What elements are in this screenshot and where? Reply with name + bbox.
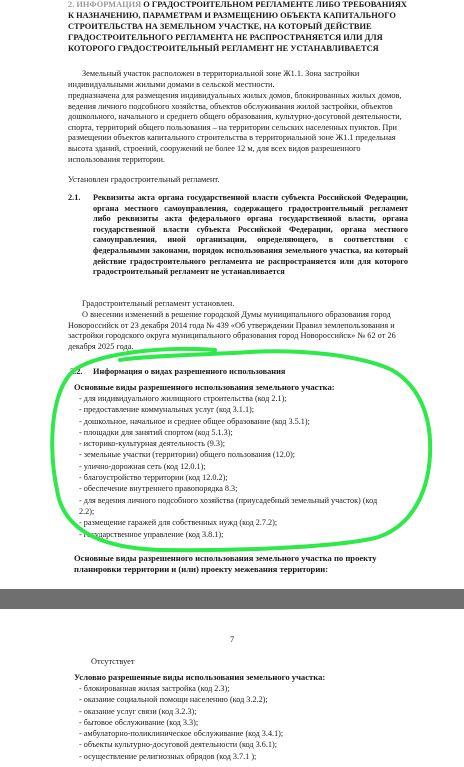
list-item: - оказание услуг связи (код 3.2.3);: [79, 706, 197, 716]
section-heading-text: О ГРАДОСТРОИТЕЛЬНОМ РЕГЛАМЕНТЕ ЛИБО ТРЕБОВАНИЯХ К НАЗНАЧЕНИЮ, ПАРАМЕТРАМ И РАЗМЕЩЕНИЮ ОБЪЕКТА КАПИТАЛЬНОГО СТРОИТЕЛЬСТВА НА ЗЕМЕЛЬНОМ УЧАСТКЕ, НА КОТОРЫЙ ДЕЙСТВИЕ ГРАДОСТРОИТЕЛЬНОГО РЕГЛАМЕНТА НЕ РАСПРОСТРАНЯЕТСЯ ИЛИ ДЛЯ КОТОРОГО ГРАДОСТРОИТЕЛЬНЫЙ РЕГЛАМЕНТ НЕ УСТАНАВЛИВАЕТСЯ: [68, 0, 407, 53]
absent-text: Отсутствует: [91, 657, 135, 666]
list-item: - объекты культурно-досуговой деятельности (код 3.6.1);: [79, 740, 277, 750]
list-item: - предоставление коммунальных услуг (код 3.1.1);: [79, 405, 255, 415]
conditional-uses-list: [79, 683, 404, 762]
list-item: - для ведения личного подсобного хозяйства (приусадебный земельный участок) (код: [79, 495, 378, 505]
zone-paragraph-3: Установлен градостроительный регламент.: [68, 175, 220, 184]
list-item: - историко-культурная деятельность (9.3);: [79, 439, 226, 449]
conditional-uses-title: Условно разрешенные виды использования земельного участка:: [74, 672, 326, 682]
section-heading-prefix: 2. ИНФОРМАЦИЯ: [68, 0, 142, 9]
aux-uses-title: Основные виды разрешенного использования земельного участка по проекту планировки территории и (или) проекту межевания территории:: [74, 553, 377, 574]
list-item: - улично-дорожная сеть (код 12.0.1);: [79, 461, 206, 471]
list-item: - площадки для занятий спортом (код 5.1.3);: [79, 427, 233, 437]
zone-paragraph-1: Земельный участок расположен в территориальной зоне Ж1.1. Зона застройки индивидуальными жилыми домами в сельской местности.: [68, 69, 360, 89]
list-item: - размещение гаражей для собственных нужд (код 2.7.2);: [79, 518, 278, 528]
item-2-2-text: Информация о видах разрешенного использования: [93, 367, 286, 376]
main-uses-list: [79, 393, 404, 540]
zone-paragraph-2: предназначена для размещения индивидуальных жилых домов, блокированных жилых домов, ведения личного подсобного хозяйства, объектов обслуживания жилой застройки, объектов дошкольного, начального и среднего общего образования, культурно-досуговой деятельности, спорта, территорий общего пользования – на территории сельских населенных пунктов. При размещении объектов капитального строительства в территориальной зоне Ж1.1 предельная высота зданий, строений, сооружений не более 12 м, для всех видов разрешенного использования территории.: [68, 91, 402, 164]
document-page-2: [0, 609, 464, 767]
list-item: - обеспечение внутреннего правопорядка 8.3;: [79, 484, 238, 494]
list-item: - оказание социальной помощи населению (код 3.2.2);: [79, 695, 268, 705]
list-item: - бытовое обслуживание (код 3.3);: [79, 717, 199, 727]
list-item: - дошкольное, начальное и среднее общее образование (код 3.5.1);: [79, 416, 310, 426]
list-item: - амбулаторно-поликлиническое обслуживание (код 3.4.1);: [79, 729, 284, 739]
list-item: - для индивидуального жилищного строительства (код 2.1);: [79, 394, 287, 403]
list-item: - блокированная жилая застройка (код 2.3);: [79, 684, 230, 693]
list-item: - благоустройство территории (код 12.0.2);: [79, 473, 228, 483]
item-2-2-number: 2.2.: [70, 367, 83, 376]
list-item: - осуществление религиозных обрядов (код 3.7.1 );: [79, 751, 257, 761]
list-item: 2.2);: [79, 506, 95, 516]
main-uses-title: Основные виды разрешенного использования земельного участка:: [74, 382, 335, 392]
regulation-established: Градостроительный регламент установлен.: [82, 299, 235, 308]
list-item: - государственное управление (код 3.8.1);: [79, 529, 224, 539]
page-number: 7: [230, 635, 235, 644]
duma-decision: О внесении изменений в решение городской Думы муниципального образования город Новороссийск от 23 декабря 2014 года № 439 «Об утверждении Правил землепользования и застройки городского округа муниципального образования город Новороссийск» № 62 от 26 декабря 2025 года.: [68, 310, 396, 351]
list-item: - земельные участки (территории) общего пользования (12.0);: [79, 450, 295, 460]
item-2-1-number: 2.1.: [68, 193, 81, 202]
section-heading: [68, 0, 412, 54]
item-2-1-text: Реквизиты акта органа государственной власти субъекта Российской Федерации, органа местного самоуправления, содержащего градостроительный регламент либо реквизиты акта федерального органа государственной власти, органа государственной власти субъекта Российской Федерации, органа местного самоуправления, иной организации, определяющего, в соответствии с федеральными законами, порядок использования земельного участка, на который действие градостроительного регламента не распространяется или для которого градостроительный регламент не устанавливается: [93, 193, 408, 277]
